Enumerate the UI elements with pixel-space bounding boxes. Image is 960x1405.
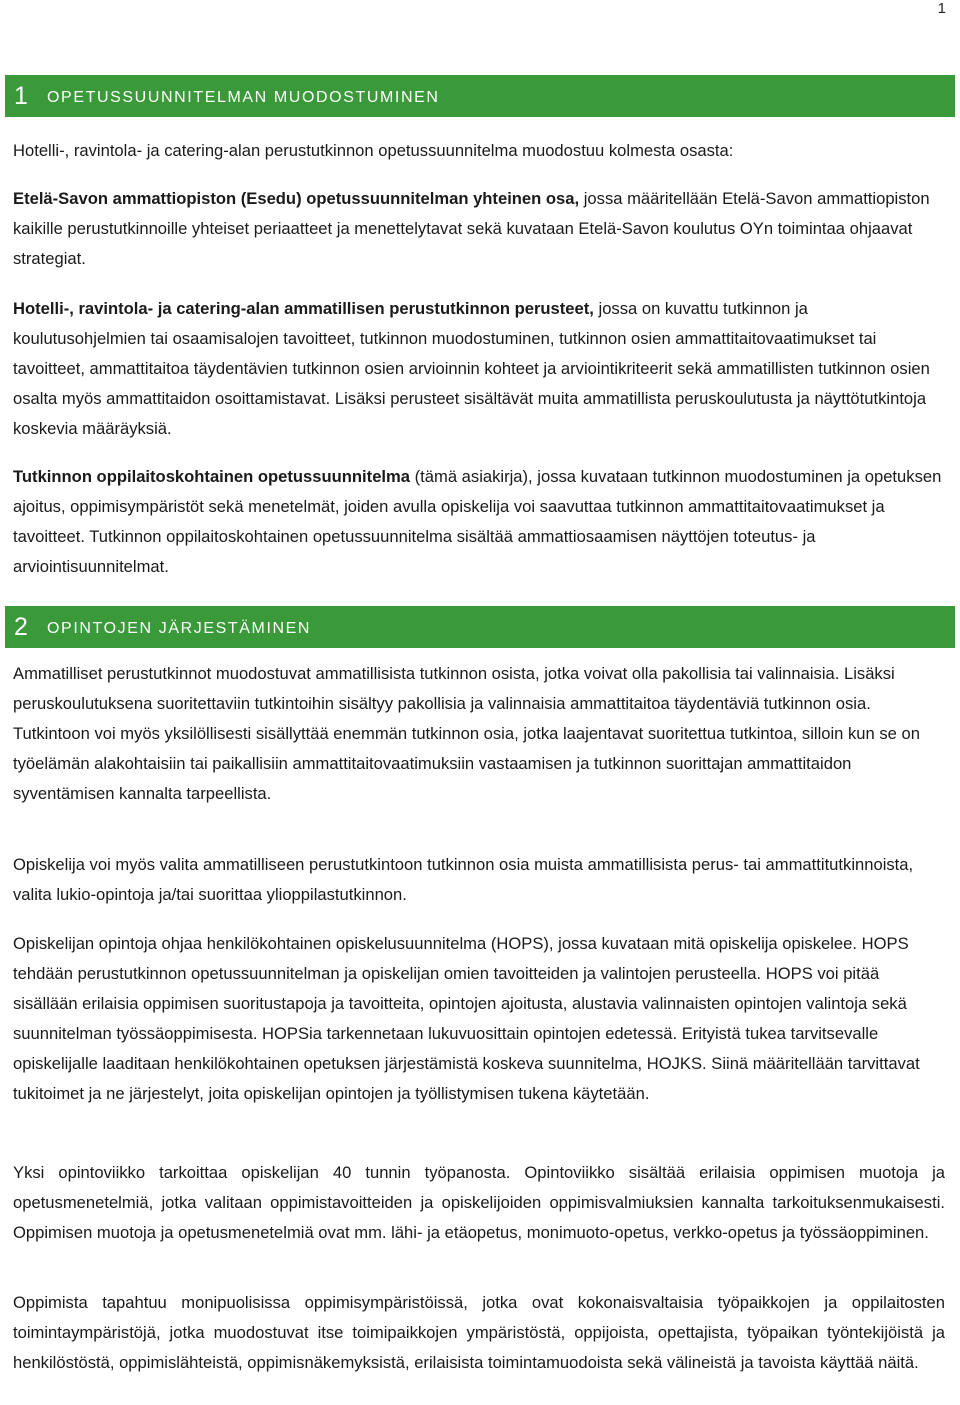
section-number: 1 — [14, 81, 28, 110]
part2-text: jossa on kuvattu tutkinnon ja koulutusohjelmien tai osaamisalojen tavoitteet, tutkinnon muodostuminen, tutkinnon osien ammattitaitovaatimukset tai tavoitteet, ammattitaitoa täydentävien tutkinnon osien arvioinnin kohteet ja arviointikriteerit sekä ammatillisten tutkinnon osien osalta myös ammattitaidon osoittamistavat. Lisäksi perusteet sisältävät muita ammatillista peruskoulutusta ja näyttötutkintoja koskevia määräyksiä. — [13, 299, 930, 438]
section2-paragraph-5: Oppimista tapahtuu monipuolisissa oppimisympäristöissä, jotka ovat kokonaisvaltaisia työpaikkojen ja oppilaitosten toimintaympäristöjä, jotka muodostuvat itse toimipaikkojen ympäristöstä, oppijoista, opettajista, työpaikan työntekijöistä ja henkilöstöstä, oppimislähteistä, oppimisnäkemyksistä, erilaisista toimintamuodoista sekä välineistä ja tavoista käyttää näitä. — [13, 1293, 945, 1372]
section1-part1 — [13, 184, 945, 274]
section-heading-2 — [5, 606, 955, 648]
section1-intro: Hotelli-, ravintola- ja catering-alan perustutkinnon opetussuunnitelma muodostuu kolmesta osasta: — [13, 141, 734, 160]
page-number: 1 — [937, 0, 946, 17]
section-title: OPINTOJEN JÄRJESTÄMINEN — [47, 619, 312, 637]
section-heading-1 — [5, 75, 955, 117]
section-number: 2 — [14, 612, 28, 641]
section1-part3 — [13, 462, 945, 582]
part2-bold: Hotelli-, ravintola- ja catering-alan ammatillisen perustutkinnon perusteet, — [13, 299, 594, 318]
part3-bold: Tutkinnon oppilaitoskohtainen opetussuunnitelma — [13, 467, 411, 486]
section2-paragraph-3: Opiskelijan opintoja ohjaa henkilökohtainen opiskelusuunnitelma (HOPS), jossa kuvataan mitä opiskelija opiskelee. HOPS tehdään perustutkinnon opetussuunnitelman ja opiskelijan omien tavoitteiden ja valintojen perusteella. HOPS voi pitää sisällään erilaisia oppimisen suoritustapoja ja tavoitteita, opintojen ajoitusta, alustavia valinnaisten opintojen valintoja sekä suunnitelman työssäoppimisesta. HOPSia tarkennetaan lukuvuosittain opintojen edetessä. Erityistä tukea tarvitsevalle opiskelijalle laaditaan henkilökohtainen opetuksen järjestämistä koskeva suunnitelma, HOJKS. Siinä määritellään tarvittavat tukitoimet ja ne järjestelyt, joita opiskelijan opintojen ja työllistymisen tukena käytetään. — [13, 934, 920, 1103]
section1-part2 — [13, 294, 945, 444]
section2-paragraph-1: Ammatilliset perustutkinnot muodostuvat ammatillisista tutkinnon osista, jotka voivat olla pakollisia tai valinnaisia. Lisäksi peruskoulutuksena suoritettaviin tutkintoihin sisältyy pakollisia ja valinnaisia ammattitaitoa täydentäviä tutkinnon osia. Tutkintoon voi myös yksilöllisesti sisällyttää enemmän tutkinnon osia, jotka laajentavat suoritettua tutkintoa, silloin kun se on työelämän alakohtaisiin tai paikallisiin ammattitaitovaatimuksiin vastaamisen ja tutkinnon suorittajan ammattitaidon syventämisen kannalta tarpeellista. — [13, 664, 920, 803]
part3-text2: jossa kuvataan tutkinnon muodostuminen ja opetuksen ajoitus, oppimisympäristöt sekä menetelmät, joiden avulla opiskelija voi saavuttaa tutkinnon ammattitaitovaatimukset ja tavoitteet. Tutkinnon oppilaitoskohtainen opetussuunnitelma sisältää ammattiosaamisen näyttöjen toteutus- ja arviointisuunnitelmat. — [13, 467, 942, 576]
part1-text: jossa määritellään Etelä-Savon ammattiopiston kaikille perustutkinnoille yhteiset periaatteet ja menettelytavat sekä kuvataan Etelä-Savon koulutus OYn toimintaa ohjaavat strategiat. — [13, 189, 930, 268]
section2-paragraph-4: Yksi opintoviikko tarkoittaa opiskelijan 40 tunnin työpanosta. Opintoviikko sisältää erilaisia oppimisen muotoja ja opetusmenetelmiä, jotka valitaan oppimistavoitteiden ja opiskelijoiden oppimisvalmiuksien kannalta tarkoituksenmukaisesti. Oppimisen muotoja ja opetusmenetelmiä ovat mm. lähi- ja etäopetus, monimuoto-opetus, verkko-opetus ja työssäoppiminen. — [13, 1163, 945, 1242]
section2-paragraph-2: Opiskelija voi myös valita ammatilliseen perustutkintoon tutkinnon osia muista ammatillisista perus- tai ammattitutkinnoista, valita lukio-opintoja ja/tai suorittaa ylioppilastutkinnon. — [13, 855, 914, 904]
part3-text: (tämä asiakirja), — [410, 467, 533, 486]
section-title: OPETUSSUUNNITELMAN MUODOSTUMINEN — [47, 88, 440, 106]
part1-bold: Etelä-Savon ammattiopiston (Esedu) opetussuunnitelman yhteinen osa, — [13, 189, 580, 208]
